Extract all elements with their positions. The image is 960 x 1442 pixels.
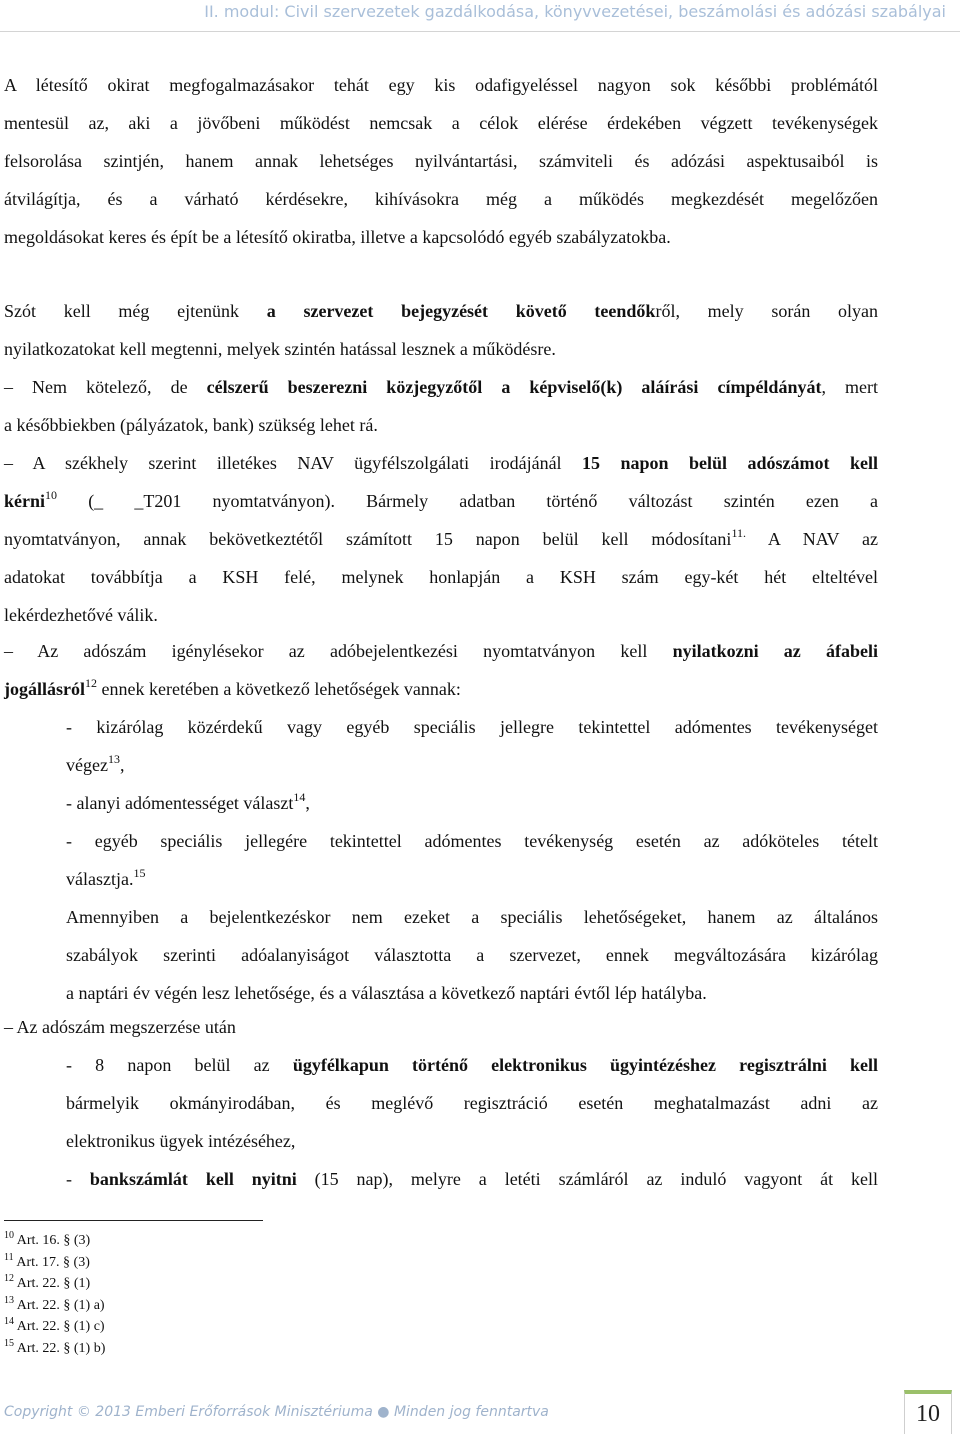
paragraph-registration (4, 292, 878, 368)
footnote-ref: 11. (731, 526, 746, 540)
footnote-ref: 14 (293, 790, 306, 804)
list-item-after-tax-number (4, 1008, 878, 1046)
footnote-ref: 13 (107, 752, 120, 766)
footnote-ref: 10 (45, 488, 58, 502)
header-title: II. modul: Civil szervezetek gazdálkodása, könyvvezetései, beszámolási és adózási szabályai (204, 2, 946, 21)
text-line: megoldásokat keres és épít be a létesítő okiratba, illetve a kapcsolódó egyéb szabályzatokba. (4, 227, 671, 247)
text-line: A létesítő okirat megfogalmazásakor tehát egy kis odafigyeléssel nagyon sok későbbi problémától (4, 75, 878, 95)
page-number: 10 (904, 1390, 952, 1434)
list-item-tax-number (4, 444, 878, 634)
text-line: - kizárólag közérdekű vagy egyéb speciális jellegre tekintettel adómentes tevékenységet (66, 717, 878, 737)
list-item-signature (4, 368, 878, 444)
text-line: választja.$^{15}$ (66, 866, 146, 889)
footnote-list (4, 1230, 105, 1359)
text-line: – Az adószám megszerzése után (4, 1017, 236, 1037)
paragraph-intro (4, 66, 878, 256)
footnote-ref: 12 (85, 676, 97, 690)
header-divider (0, 31, 960, 32)
text-line: mentesül az, aki a jövőbeni működést nemcsak a célok elérése érdekében végzett tevékenységek (4, 113, 878, 133)
after-tax-number-list (66, 1046, 878, 1198)
text-line: bármelyik okmányirodában, és meglévő regisztráció esetén meghatalmazást adni az (66, 1093, 878, 1113)
text-line: kérni$^{10}$ (_ _T201 nyomtatványon). Bármely adatban történő változást szintén ezen a (4, 488, 878, 511)
list-item-vat-status (4, 632, 878, 708)
text-line: - alanyi adómentességet választ$^{14}$, (66, 790, 310, 813)
text-line: szabályok szerinti adóalanyiságot választotta a szervezet, ennek megváltozására kizárólag (66, 945, 878, 965)
copyright-footer: Copyright © 2013 Emberi Erőforrások Minisztériuma ● Minden jog fenntartva (4, 1404, 549, 1420)
text-line: felsorolása szintjén, hanem annak lehetséges nyilvántartási, számviteli és adózási aspektusaiból is (4, 151, 878, 171)
page-header (0, 2, 960, 26)
text-line: a későbbiekben (pályázatok, bank) szükség lehet rá. (4, 415, 378, 435)
text-line: lekérdezhetővé válik. (4, 605, 158, 625)
text-line: – Az adószám igénylésekor az adóbejelentkezési nyomtatványon kell nyilatkozni az áfabeli (4, 641, 878, 661)
text-line: – A székhely szerint illetékes NAV ügyfélszolgálati irodájánál 15 napon belül adószámot kell (4, 453, 878, 473)
text-line: elektronikus ügyek intézéséhez, (66, 1131, 296, 1151)
text-line: - bankszámlát kell nyitni (15 nap), melyre a letéti számláról az induló vagyont át kell (66, 1169, 878, 1189)
text-line: Szót kell még ejtenünk a szervezet bejegyzését követő teendőkről, mely során olyan (4, 301, 879, 321)
text-line: - 8 napon belül az ügyfélkapun történő elektronikus ügyintézéshez regisztrálni kell (66, 1055, 878, 1075)
text-line: átvilágítja, és a várható kérdésekre, kihívásokra még a működés megkezdését megelőzően (4, 189, 878, 209)
footnote: $^{14}$ Art. 22. § (1) c) (4, 1316, 105, 1334)
text-line: jogállásról$^{12}$ ennek keretében a következő lehetőségek vannak: (4, 676, 461, 699)
text-line: nyomtatványon, annak bekövetkeztétől számított 15 napon belül kell módosítani$^{11.}$ A NAV az (4, 526, 878, 549)
text-line: végez$^{13}$, (66, 752, 125, 775)
text-line: Amennyiben a bejelentkezéskor nem ezeket a speciális lehetőségeket, hanem az általános (66, 907, 878, 927)
footnote-divider (4, 1220, 263, 1221)
footnote: $^{15}$ Art. 22. § (1) b) (4, 1337, 106, 1356)
text-line: a naptári év végén lesz lehetősége, és a választása a következő naptári évtől lép hatályba. (66, 983, 707, 1003)
text-line: nyilatkozatokat kell megtenni, melyek szintén hatással lesznek a működésre. (4, 339, 556, 359)
text-line: – Nem kötelező, de célszerű beszerezni közjegyzőtől a képviselő(k) aláírási címpéldányát, mert (4, 377, 878, 397)
text-line: adatokat továbbítja a KSH felé, melynek honlapján a KSH szám egy-két hét elteltével (4, 567, 878, 587)
vat-options-list (66, 708, 878, 1012)
footnote-ref: 15 (133, 866, 146, 880)
footnote: $^{10}$ Art. 16. § (3) (4, 1230, 91, 1248)
text-line: - egyéb speciális jellegére tekintettel adómentes tevékenység esetén az adóköteles tételt (66, 831, 878, 851)
footnote: $^{13}$ Art. 22. § (1) a) (4, 1294, 105, 1313)
footnote: $^{12}$ Art. 22. § (1) (4, 1273, 91, 1291)
footnote: $^{11}$ Art. 17. § (3) (4, 1251, 90, 1270)
